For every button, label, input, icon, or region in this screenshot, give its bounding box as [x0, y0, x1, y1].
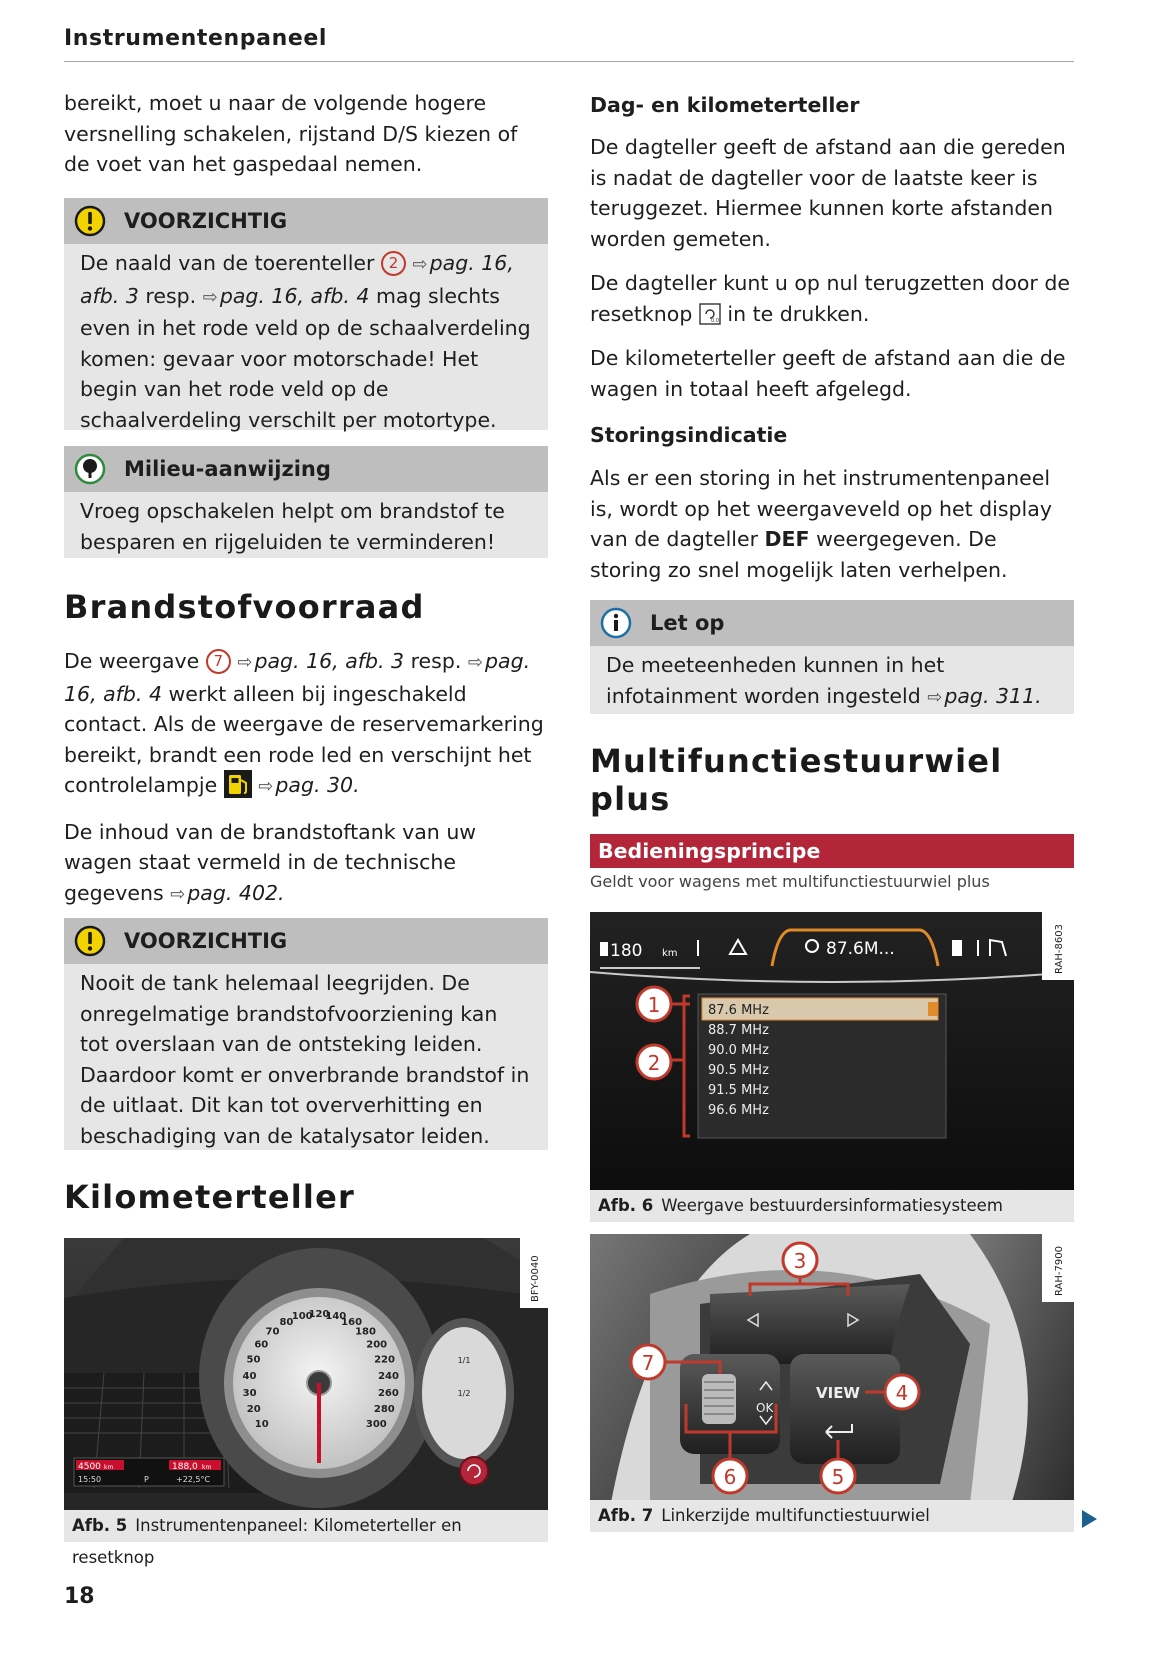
odometer-paragraph: De kilometerteller geeft de afstand aan die de wagen in totaal heeft afgelegd. [590, 346, 1066, 401]
speed-tick-label: 280 [373, 1404, 395, 1416]
info-icon [600, 607, 632, 639]
figure-code: RAH-7900 [1054, 1246, 1065, 1296]
warning-icon [74, 925, 106, 957]
caption-text: Instrumentenpaneel: Kilometerteller en resetknop [72, 1516, 462, 1567]
fuel-text: werkt alleen bij ingeschakeld contact. Als de weergave de reservemarkering bereikt, brandt een rode led en verschijnt het controlelampje [64, 681, 544, 797]
note-box-header [590, 600, 1074, 646]
caution-title: VOORZICHTIG [124, 209, 288, 233]
figure-6-caption [590, 1190, 1074, 1222]
environment-note-box [64, 446, 548, 558]
caution-box-header [64, 198, 548, 244]
display-rpm-value: 4500 [78, 1462, 101, 1472]
ok-label: OK [756, 1401, 774, 1415]
fuel-gauge-full-label: 1/1 [457, 1356, 471, 1365]
trip-text: De dagteller kunt u op nul terugzetten door de resetknop [590, 271, 1070, 326]
speed-tick-label: 10 [254, 1419, 269, 1431]
fault-text: Als er een storing in het instrumentenpaneel is, wordt op het weergaveveld op het display van de dagteller [590, 466, 1052, 551]
figure-5-instrument-cluster [64, 1238, 548, 1510]
page-ref-link[interactable]: pag. 16, afb. 3 [80, 251, 514, 308]
caution-text: resp. [138, 283, 203, 308]
caution-title: VOORZICHTIG [124, 929, 288, 953]
page-ref-link[interactable]: pag. 311. [944, 683, 1042, 708]
heading-fault-indication: Storingsindicatie [590, 423, 788, 447]
fault-paragraph [590, 463, 1074, 585]
environment-note-header [64, 446, 548, 492]
speed-tick-label: 240 [378, 1370, 399, 1382]
speed-tick-label: 200 [366, 1339, 388, 1351]
section-heading-odometer: Kilometerteller [64, 1178, 355, 1216]
speed-tick-label: 220 [374, 1354, 395, 1366]
page-ref-link[interactable]: pag. 16, afb. 3 [254, 649, 405, 673]
note-text: De meeteenheden kunnen in het infotainment worden ingesteld [606, 653, 945, 708]
note-body [590, 646, 1074, 719]
speed-tick-label: 160 [341, 1317, 363, 1329]
caution-body: Nooit de tank helemaal leegrijden. De onregelmatige brandstofvoorziening kan tot overslaan van de ontsteking leiden. Daardoor komt er onverbrande brandstof in de uitlaat. Dit kan tot oververhitting en beschadiging van de katalysator leiden. [80, 971, 530, 1148]
fault-indication-body [590, 463, 1074, 599]
arrow-icon: ⇨ [467, 652, 483, 673]
phone-tab-icon[interactable] [952, 940, 962, 956]
fuel-text: De weergave [64, 649, 200, 673]
page-ref-link[interactable]: pag. 16, afb. 4 [219, 283, 370, 308]
fault-text: weergegeven. De storing zo snel mogelijk laten verhelpen. [590, 527, 1008, 582]
driver-info-display-illustration [590, 912, 1074, 1190]
caption-label: Afb. 7 [598, 1506, 654, 1525]
page-ref-link[interactable]: pag. 30. [275, 773, 360, 797]
speed-tick-label: 80 [279, 1317, 294, 1329]
fuel-gauge-half-label: 1/2 [457, 1389, 471, 1398]
speed-tick-label: 100 [291, 1311, 313, 1322]
intro-paragraph [64, 88, 542, 194]
section-heading-fuel: Brandstofvoorraad [64, 588, 425, 626]
fuel-paragraph [64, 646, 546, 803]
environment-note-body: Vroeg opschakelen helpt om brandstof te besparen en rijgeluiden te verminderen! [80, 499, 505, 554]
reset-button[interactable] [460, 1457, 488, 1485]
caption-text: Weergave bestuurdersinformatiesysteem [661, 1196, 1003, 1215]
callout-4: 4 [895, 1381, 909, 1405]
note-box [590, 600, 1074, 714]
steering-wheel-illustration [590, 1234, 1074, 1508]
running-title: Instrumentenpaneel [64, 26, 328, 51]
caution-box-tank [64, 918, 548, 1150]
caption-text: Linkerzijde multifunctiestuurwiel [661, 1506, 930, 1525]
callout-2: 2 [647, 1051, 661, 1075]
heading-trip-meter: Dag- en kilometerteller [590, 93, 860, 117]
warning-icon [74, 205, 106, 237]
figure-7-steering-wheel [590, 1234, 1074, 1508]
page-ref-link[interactable]: pag. 16, afb. 4 [64, 649, 531, 706]
speed-tick-label: 40 [242, 1370, 257, 1382]
arrow-icon: ⇨ [170, 883, 186, 905]
trip-paragraph: De dagteller geeft de afstand aan die gereden is nadat de dagteller voor de laatste keer is teruggezet. Hiermee kunnen korte afstanden worden gemeten. [590, 135, 1066, 251]
figure-6-driver-info-display [590, 912, 1074, 1190]
callout-1: 1 [647, 993, 661, 1017]
station-list-item[interactable]: 91.5 MHz [708, 1083, 769, 1098]
station-list-item[interactable]: 96.6 MHz [708, 1103, 769, 1118]
view-button[interactable]: VIEW [816, 1384, 860, 1402]
environment-note-title: Milieu-aanwijzing [124, 457, 331, 481]
applies-to-note: Geldt voor wagens met multifunctiestuurwiel plus [590, 872, 990, 891]
display-time: 15:50 [78, 1475, 102, 1484]
fault-code: DEF [764, 527, 810, 551]
speed-tick-label: 260 [377, 1387, 399, 1399]
page-ref-link[interactable]: pag. 402. [187, 880, 285, 905]
display-gear: P [144, 1475, 149, 1484]
arrow-icon: ⇨ [927, 686, 943, 708]
figure-7-caption [590, 1500, 1074, 1532]
fuel-section-body [64, 646, 546, 924]
range-unit: km [662, 948, 678, 959]
trip-reset-paragraph [590, 268, 1074, 329]
callout-6: 6 [723, 1465, 737, 1489]
display-odometer-value: 188,0 [172, 1462, 198, 1472]
trip-text: in te drukken. [720, 301, 870, 326]
section-heading-mfsw: Multifunctiestuurwiel plus [590, 742, 1003, 818]
arrow-icon: ⇨ [258, 776, 274, 797]
arrow-icon: ⇨ [237, 652, 253, 673]
callout-3: 3 [793, 1249, 807, 1273]
instrument-cluster-illustration [64, 1238, 548, 1510]
svg-text:0.0: 0.0 [710, 317, 719, 324]
caption-label: Afb. 5 [72, 1516, 128, 1535]
caption-label: Afb. 6 [598, 1196, 654, 1215]
station-list-item[interactable]: 88.7 MHz [708, 1023, 769, 1038]
operating-principle-bar: Bedieningsprincipe [590, 834, 1074, 868]
arrow-icon: ⇨ [412, 254, 428, 275]
fuel-tank-paragraph [64, 817, 546, 911]
speed-tick-label: 50 [246, 1354, 261, 1366]
speed-tick-label: 140 [325, 1311, 347, 1322]
caution-box-header [64, 918, 548, 964]
speed-tick-label: 20 [246, 1404, 261, 1416]
range-value: 180 [610, 941, 643, 961]
fuel-text: De inhoud van de brandstoftank van uw wagen staat vermeld in de technische gegevens [64, 819, 477, 905]
caution-body [64, 244, 548, 441]
display-rpm-unit: km [104, 1464, 114, 1471]
station-list-item[interactable]: 90.0 MHz [708, 1043, 769, 1058]
arrow-icon: ⇨ [202, 286, 218, 308]
tree-icon [74, 453, 106, 485]
station-list-item[interactable]: 90.5 MHz [708, 1063, 769, 1078]
trip-meter-body [590, 132, 1074, 418]
figure-code: RAH-8603 [1054, 924, 1065, 974]
speed-tick-label: 180 [355, 1326, 376, 1338]
radio-frequency-tab[interactable]: 87.6M... [826, 939, 895, 959]
fuel-text: resp. [404, 649, 468, 673]
station-list-item[interactable]: 87.6 MHz [708, 1003, 769, 1018]
caution-box-rpm [64, 198, 548, 430]
figure-5-caption [64, 1510, 548, 1567]
caution-text: mag slechts even in het rode veld op de schaalverdeling komen: gevaar voor motorschade! Het begin van het rode veld op de schaalverdeling verschilt per motortype. [80, 283, 531, 432]
speed-tick-label: 70 [265, 1326, 280, 1338]
note-title: Let op [650, 611, 725, 635]
display-temperature: +22,5°C [176, 1475, 211, 1484]
callout-7: 7 [641, 1351, 655, 1375]
speed-tick-label: 120 [308, 1309, 330, 1320]
speed-tick-label: 300 [365, 1419, 387, 1431]
intro-text: bereikt, moet u naar de volgende hogere versnelling schakelen, rijstand D/S kiezen of de voet van het gaspedaal nemen. [64, 91, 518, 176]
callout-5: 5 [831, 1465, 845, 1489]
callout-marker: 7 [206, 649, 231, 674]
display-odometer-unit: km [202, 1464, 212, 1471]
speed-tick-label: 30 [242, 1387, 257, 1399]
callout-marker: 2 [381, 251, 406, 276]
caution-text: De naald van de toerenteller [80, 251, 375, 275]
reset-knob-icon [699, 303, 721, 325]
fuel-warning-lamp-icon [224, 770, 252, 798]
speed-tick-label: 60 [254, 1339, 269, 1351]
header-rule [64, 61, 1074, 62]
page-number: 18 [64, 1584, 95, 1609]
figure-code: BFY-0040 [530, 1255, 541, 1302]
next-page-arrow-icon[interactable] [1082, 1510, 1097, 1528]
